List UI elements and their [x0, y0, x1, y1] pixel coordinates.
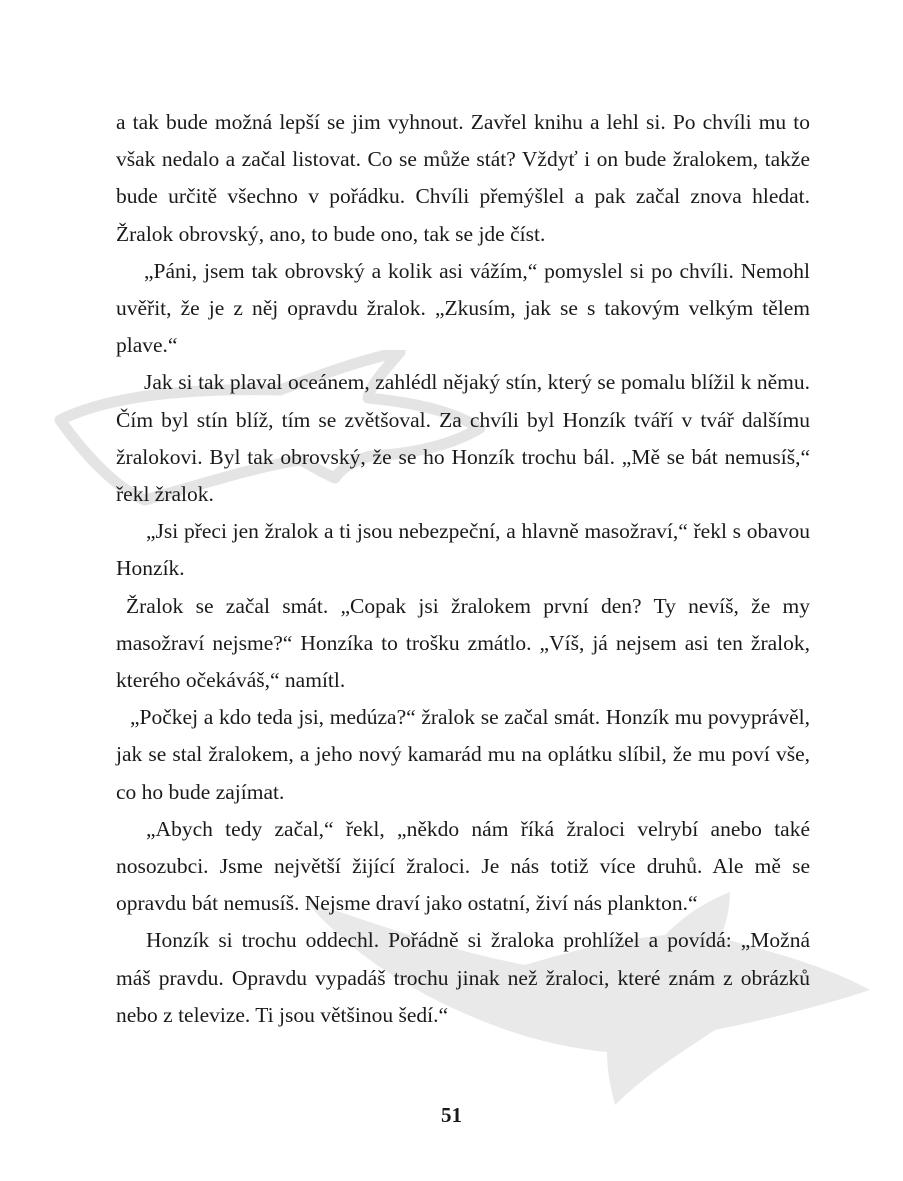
- paragraph: „Abych tedy začal,“ řekl, „někdo nám říká žraloci velrybí anebo také nosozubci. Jsme největší žijící žraloci. Je nás totiž více druhů. Ale mě se opravdu bát nemusíš. Nejsme draví jako ostatní, živí nás plankton.“: [116, 816, 810, 916]
- paragraph: Honzík si trochu oddechl. Pořádně si žraloka prohlížel a povídá: „Možná máš pravdu. Opravdu vypadáš trochu jinak než žraloci, které znám z obrázků nebo z televize. Ti jsou většinou šedí.“: [116, 928, 810, 1027]
- paragraph: a tak bude možná lepší se jim vyhnout. Zavřel knihu a lehl si. Po chvíli mu to však nedalo a začal listovat. Co se může stát? Vždyť i on bude žralokem, takže bude určitě všechno v pořádku. Chvíli přemýšlel a pak začal znova hledat. Žralok obrovský, ano, to bude ono, tak se jde číst.: [116, 110, 810, 246]
- paragraph: „Páni, jsem tak obrovský a kolik asi vážím,“ pomyslel si po chvíli. Nemohl uvěřit, že je z něj opravdu žralok. „Zkusím, jak se s takovým velkým tělem plave.“: [116, 258, 810, 358]
- page-number: 51: [441, 1103, 462, 1127]
- paragraph: „Jsi přeci jen žralok a ti jsou nebezpeční, a hlavně masožraví,“ řekl s obavou Honzík.: [116, 519, 810, 581]
- paragraph: „Počkej a kdo teda jsi, medúza?“ žralok se začal smát. Honzík mu povyprávěl, jak se stal žralokem, a jeho nový kamarád mu na oplátku slíbil, že mu poví vše, co ho bude zajímat.: [116, 705, 810, 804]
- paragraph: Žralok se začal smát. „Copak jsi žralokem první den? Ty nevíš, že my masožraví nejsme?“ Honzíka to trošku zmátlo. „Víš, já nejsem asi ten žralok, kterého očekáváš,“ namítl.: [116, 593, 810, 693]
- paragraph: Jak si tak plaval oceánem, zahlédl nějaký stín, který se pomalu blížil k němu. Čím byl stín blíž, tím se zvětšoval. Za chvíli byl Honzík tváří v tvář dalšímu žralokovi. Byl tak obrovský, že se ho Honzík trochu bál. „Mě se bát nemusíš,“ řekl žralok.: [116, 370, 810, 507]
- body-text: [116, 104, 810, 1034]
